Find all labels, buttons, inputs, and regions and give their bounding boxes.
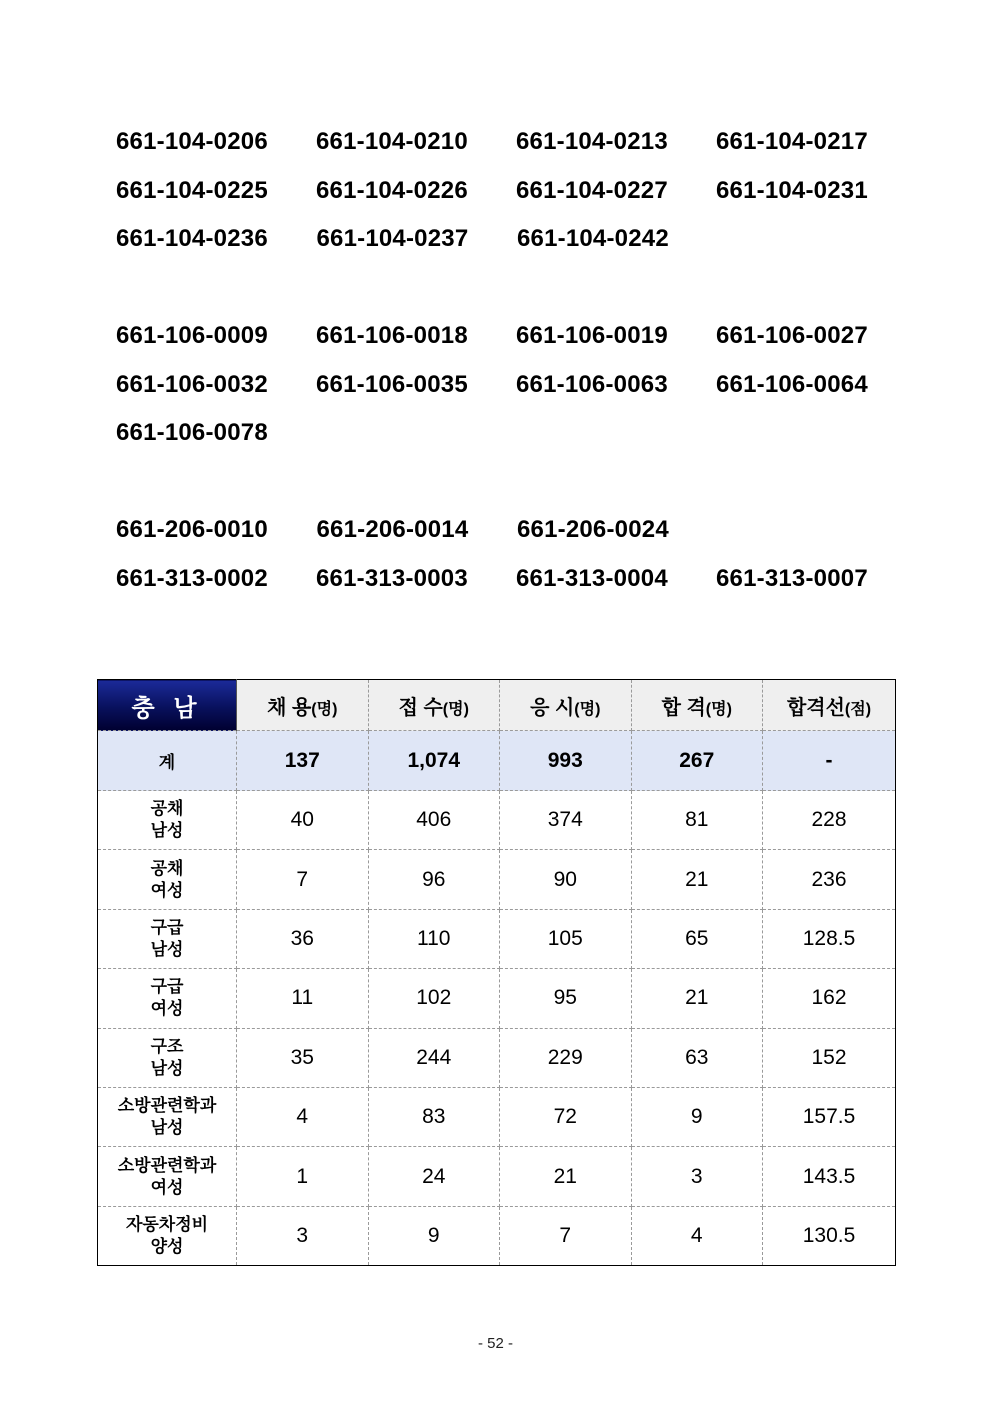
table-row [98,969,896,1028]
table-cell: 406 [368,791,500,850]
table-cell: 7 [237,850,369,909]
number-row [116,167,916,216]
row-label [98,1087,237,1146]
row-label-line: 소방관련학과 [117,1155,217,1175]
column-header-cutoff [763,680,896,731]
total-row [98,731,896,791]
row-label-line: 여성 [150,880,184,900]
table-cell: 157.5 [763,1087,896,1146]
table-cell: 21 [500,1147,632,1206]
row-label [98,1147,237,1206]
table-cell: 244 [368,1028,500,1087]
table-cell: 105 [500,909,632,968]
row-label [98,1028,237,1087]
total-label: 계 [98,731,237,791]
table-cell: 83 [368,1087,500,1146]
table-cell: 24 [368,1147,500,1206]
table-cell: 130.5 [802,1223,856,1247]
row-label [98,1206,237,1265]
exam-number: 661-313-0002 [116,564,268,592]
table-cell: 110 [368,909,500,968]
table-cell: 21 [631,850,763,909]
table-cell: 102 [368,969,500,1028]
table-cell: 1 [237,1147,369,1206]
table-row [98,1087,896,1146]
row-label-line: 구급 [150,917,184,937]
table-cell: 35 [237,1028,369,1087]
exam-number: 661-104-0217 [716,128,868,156]
table-cell: 236 [763,850,896,909]
table-row [98,1206,896,1265]
column-header-unit: (명) [311,700,338,718]
exam-number: 661-104-0210 [316,128,468,156]
row-label-line: 양성 [150,1236,184,1256]
column-header-unit: (점) [844,700,872,718]
exam-number: 661-104-0226 [316,176,468,204]
table-cell: 96 [368,850,500,909]
exam-number: 661-206-0014 [316,516,469,544]
column-header-examined [500,680,632,731]
number-row [116,118,916,167]
number-row [116,409,916,458]
table-cell: 152 [763,1028,896,1087]
exam-number: 661-313-0003 [316,564,468,592]
exam-number: 661-106-0018 [316,322,468,350]
column-header-hired [237,680,369,731]
exam-number: 661-106-0064 [716,370,868,398]
column-header-label: 합격선 [786,696,845,719]
number-row [116,312,916,361]
table-cell: 229 [500,1028,632,1087]
exam-number: 661-104-0227 [516,176,668,204]
column-header-label: 접 수 [398,696,443,719]
table-cell: 7 [500,1206,632,1265]
table-row [98,850,896,909]
table-cell: 36 [237,909,369,968]
exam-number: 661-104-0206 [116,128,268,156]
table-cell: 72 [500,1087,632,1146]
column-header-passed [631,680,763,731]
row-label [98,791,237,850]
exam-number: 661-313-0004 [516,564,668,592]
column-header-applied [368,680,500,731]
table-row [98,1028,896,1087]
table-cell: 3 [631,1147,763,1206]
table-header-row [98,680,896,731]
table-cell: 993 [500,731,632,791]
exam-number: 661-104-0231 [716,176,868,204]
table-row [98,1147,896,1206]
exam-number-block-106 [116,312,916,458]
row-label-line: 구급 [150,977,184,997]
exam-number: 661-106-0009 [116,322,268,350]
exam-number: 661-313-0007 [716,564,868,592]
recruitment-stats-table [97,679,896,1266]
number-row [116,215,916,264]
table-cell: 11 [237,969,369,1028]
exam-number-block-104 [116,118,916,264]
column-header-unit: (명) [574,700,601,718]
table-cell: 81 [631,791,763,850]
table-cell: 63 [631,1028,763,1087]
table-cell: 40 [237,791,369,850]
exam-number: 661-104-0242 [517,225,669,253]
exam-number-block-206-313 [116,506,916,603]
row-label-line: 공채 [150,858,184,878]
exam-number: 661-106-0019 [516,322,668,350]
table-cell: 267 [631,731,763,791]
exam-number: 661-106-0078 [116,419,268,447]
column-header-label: 합 격 [661,696,706,719]
row-label-line: 여성 [150,999,184,1019]
table-cell: 3 [237,1206,369,1265]
exam-number: 661-104-0213 [516,128,668,156]
number-row [116,361,916,410]
exam-number: 661-106-0035 [316,370,468,398]
table-cell: 374 [500,791,632,850]
table-cell: 228 [763,791,896,850]
column-header-unit: (명) [442,700,469,718]
page-number: - 52 - [477,1335,513,1352]
row-label-line: 소방관련학과 [117,1096,217,1116]
exam-number: 661-106-0032 [116,370,268,398]
exam-number: 661-104-0236 [116,225,268,253]
table-cell: - [763,731,896,791]
table-cell: 21 [631,969,763,1028]
table-row [98,909,896,968]
row-label [98,969,237,1028]
table-cell: 137 [237,731,369,791]
row-label [98,909,237,968]
exam-number: 661-206-0010 [116,516,268,544]
column-header-unit: (명) [705,700,732,718]
exam-number: 661-104-0237 [316,225,469,253]
region-header: 충 남 [98,680,237,731]
number-row [116,555,916,604]
table-cell: 4 [237,1087,369,1146]
row-label [98,850,237,909]
row-label-line: 남성 [150,1118,184,1138]
exam-number: 661-104-0225 [116,176,268,204]
number-row [116,506,916,555]
row-label-line: 남성 [150,1058,184,1078]
row-label-line: 남성 [150,939,184,959]
exam-number: 661-106-0027 [716,322,868,350]
table-cell: 9 [631,1087,763,1146]
row-label-line: 구조 [150,1036,184,1056]
column-header-label: 응 시 [530,696,575,719]
table-row [98,791,896,850]
table-cell: 90 [500,850,632,909]
exam-number: 661-206-0024 [517,516,669,544]
row-label-line: 여성 [150,1177,184,1197]
table-cell: 162 [763,969,896,1028]
table-cell: 65 [631,909,763,968]
column-header-label: 채 용 [267,696,312,719]
exam-number: 661-106-0063 [516,370,668,398]
table-cell: 128.5 [763,909,896,968]
table-cell: 143.5 [763,1147,896,1206]
table-cell: 1,074 [368,731,500,791]
table-cell: 9 [368,1206,500,1265]
row-label-line: 공채 [150,799,184,819]
table-cell: 4 [631,1206,763,1265]
row-label-line: 자동차정비 [125,1214,209,1234]
table-cell: 95 [500,969,632,1028]
row-label-line: 남성 [150,821,184,841]
